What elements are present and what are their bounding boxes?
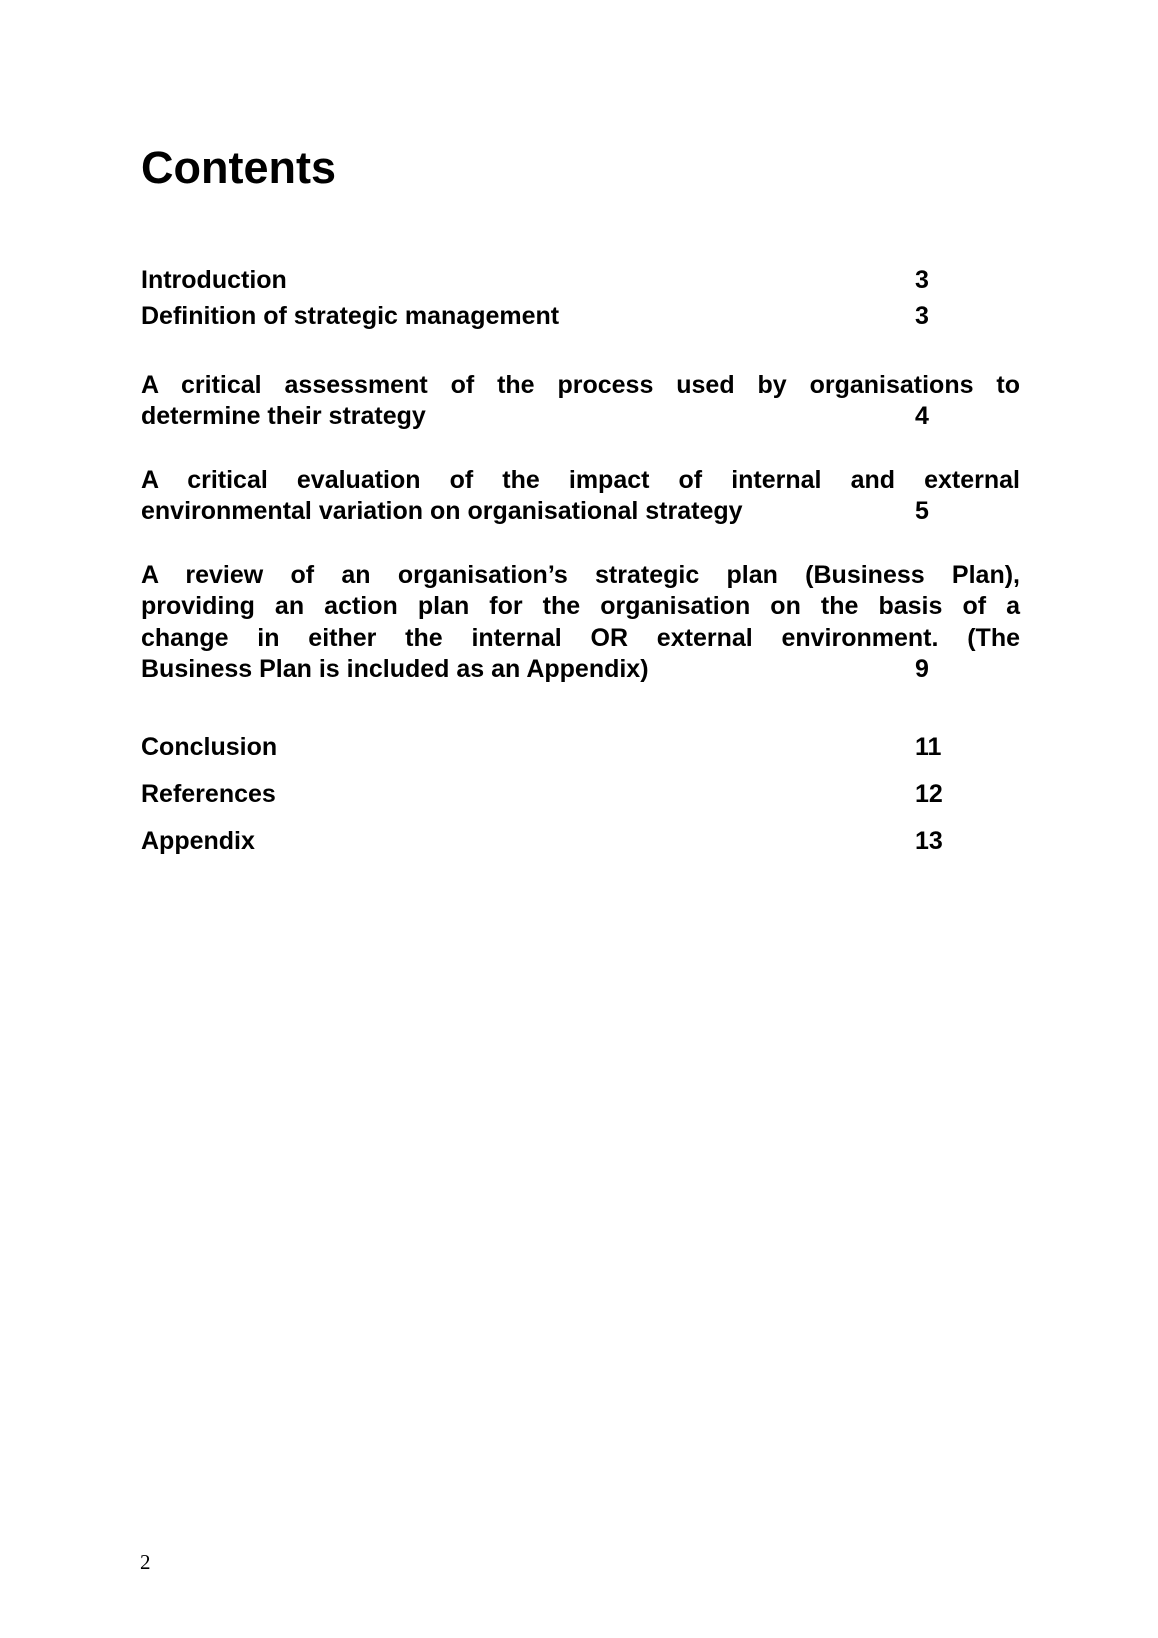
- toc-entry-title-line-last: [141, 401, 1020, 432]
- toc-entry-definition[interactable]: [141, 301, 1020, 332]
- toc-entry-title: Conclusion: [141, 733, 278, 761]
- toc-page-number: 12: [915, 780, 943, 808]
- toc-page-number: 5: [915, 497, 929, 526]
- toc-page-number: 4: [915, 402, 929, 431]
- toc-entry-title: Appendix: [141, 827, 255, 855]
- toc-entry-references[interactable]: [141, 779, 1020, 810]
- toc-entry-assessment[interactable]: [141, 370, 1020, 432]
- toc-entry-title-line: change in either the internal OR external environment. (The: [141, 623, 1020, 652]
- toc-entry-appendix[interactable]: [141, 826, 1020, 857]
- toc-entry-title: Introduction: [141, 266, 287, 294]
- toc-entry-introduction[interactable]: [141, 265, 1020, 296]
- toc-page-number: 3: [915, 302, 929, 330]
- toc-page-number: 13: [915, 827, 943, 855]
- toc-entry-title: Definition of strategic management: [141, 302, 560, 330]
- footer-page-number: 2: [140, 1550, 151, 1574]
- toc-entry-review[interactable]: [141, 560, 1020, 685]
- toc-entry-title-line: A critical evaluation of the impact of internal and external: [141, 466, 1020, 494]
- toc-entry-title: References: [141, 780, 276, 808]
- toc-entry-title-line: A review of an organisation’s strategic plan (Business Plan),: [141, 561, 1020, 589]
- toc-entry-title-line: A critical assessment of the process used by organisations to: [141, 371, 1020, 399]
- toc-entry-title-line: environmental variation on organisational strategy: [141, 497, 743, 526]
- toc-entry-evaluation[interactable]: [141, 465, 1020, 527]
- page-title: Contents: [141, 142, 336, 193]
- toc-page-number: 11: [915, 733, 942, 761]
- toc-entry-title-line: determine their strategy: [141, 402, 426, 431]
- toc-entry-title-line: providing an action plan for the organisation on the basis of a: [141, 592, 1020, 621]
- toc-page-number: 3: [915, 266, 929, 294]
- toc-page-number: 9: [915, 654, 929, 683]
- toc-entry-title-line-last: [141, 496, 1020, 527]
- toc-entry-title-line-last: [141, 654, 1020, 685]
- toc-entry-title-line: Business Plan is included as an Appendix): [141, 654, 649, 683]
- toc-entry-conclusion[interactable]: [141, 732, 1020, 763]
